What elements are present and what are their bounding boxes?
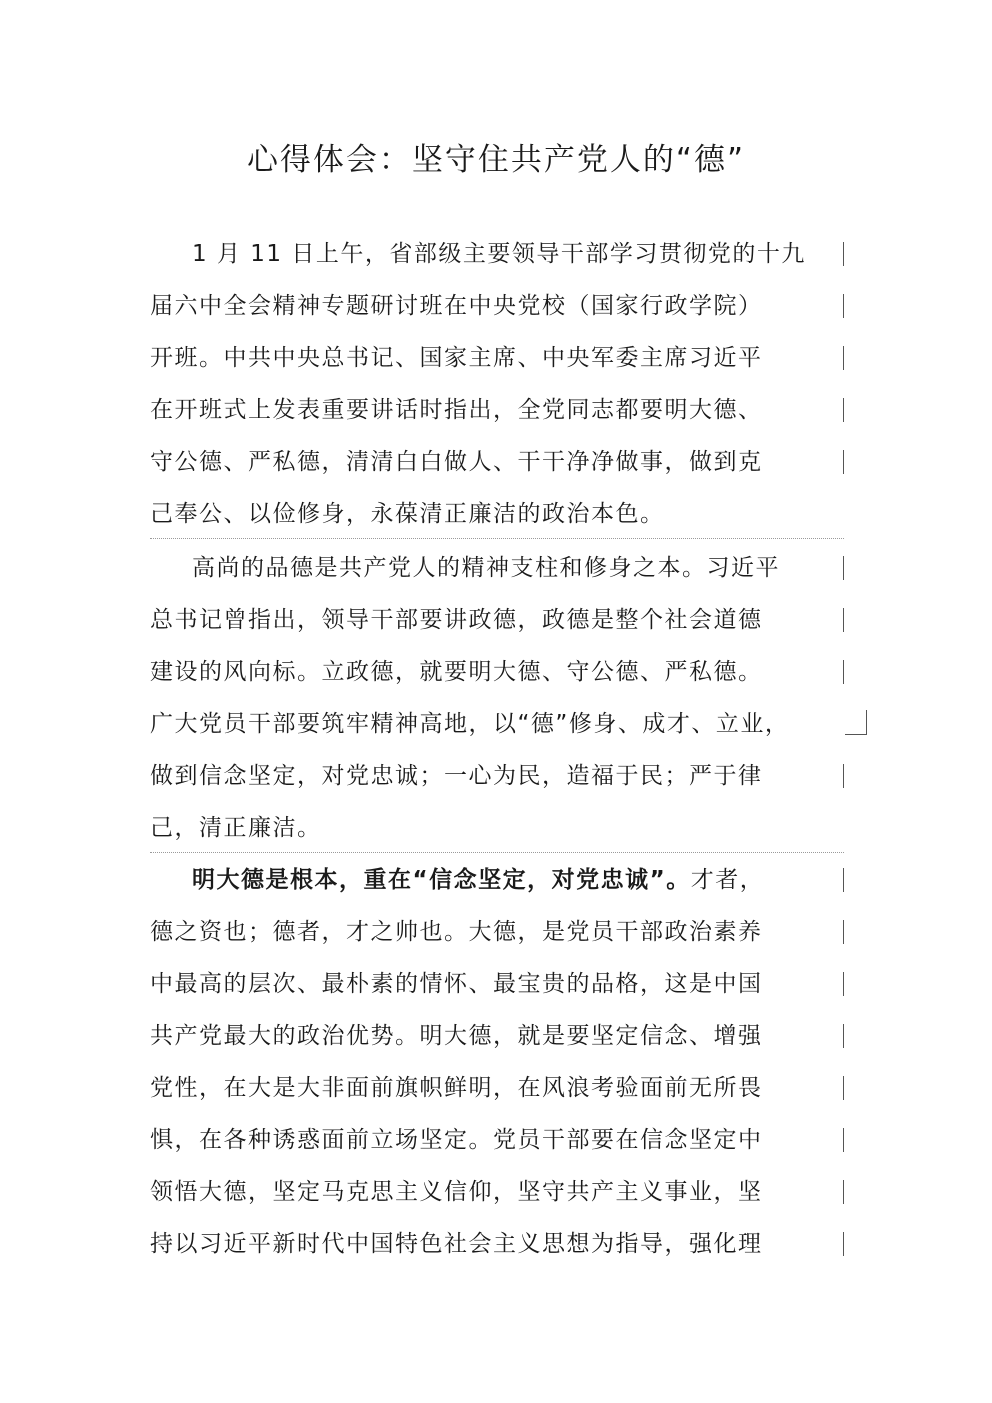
margin-mark [843, 294, 844, 318]
margin-mark [843, 242, 844, 266]
paragraph-line: 领悟大德，坚定马克思主义信仰，坚守共产主义事业，坚 [150, 1179, 763, 1205]
margin-mark [843, 450, 844, 474]
paragraph-line: 持以习近平新时代中国特色社会主义思想为指导，强化理 [150, 1231, 763, 1257]
margin-mark [843, 660, 844, 684]
paragraph-line: 广大党员干部要筑牢精神高地，以“德”修身、成才、立业， [150, 711, 790, 737]
margin-hook [845, 734, 867, 735]
paragraph-line: 德之资也；德者，才之帅也。大德，是党员干部政治素养 [150, 919, 763, 945]
paragraph-line: 惧，在各种诱惑面前立场坚定。党员干部要在信念坚定中 [150, 1127, 763, 1153]
paragraph-line [150, 854, 850, 906]
paragraph-line: 建设的风向标。立政德，就要明大德、守公德、严私德。 [150, 659, 763, 685]
margin-mark [843, 1128, 844, 1152]
margin-mark [843, 398, 844, 422]
document-title: 心得体会：坚守住共产党人的“德” [246, 142, 746, 178]
margin-mark [843, 972, 844, 996]
paragraph-line: 守公德、严私德，清清白白做人、干干净净做事，做到克 [150, 449, 763, 475]
margin-mark [843, 764, 844, 788]
paragraph-line: 开班。中共中央总书记、国家主席、中央军委主席习近平 [150, 345, 763, 371]
paragraph-line: 己，清正廉洁。 [150, 815, 322, 841]
paragraph-3 [150, 854, 850, 1270]
margin-mark [843, 1024, 844, 1048]
paragraph-line: 共产党最大的政治优势。明大德，就是要坚定信念、增强 [150, 1023, 763, 1049]
paragraph-line: 高尚的品德是共产党人的精神支柱和修身之本。习近平 [192, 555, 780, 581]
paragraph-divider [150, 852, 844, 853]
margin-mark [866, 710, 867, 734]
paragraph-divider [150, 538, 844, 539]
paragraph-line: 总书记曾指出，领导干部要讲政德，政德是整个社会道德 [150, 607, 763, 633]
paragraph-line: 1 月 11 日上午，省部级主要领导干部学习贯彻党的十九 [192, 241, 806, 267]
paragraph-line: 在开班式上发表重要讲话时指出，全党同志都要明大德、 [150, 397, 763, 423]
margin-mark [843, 868, 844, 892]
paragraph-line: 党性，在大是大非面前旗帜鲜明，在风浪考验面前无所畏 [150, 1075, 763, 1101]
margin-mark [843, 1180, 844, 1204]
paragraph-line: 届六中全会精神专题研讨班在中央党校（国家行政学院） [150, 293, 763, 319]
margin-mark [843, 556, 844, 580]
paragraph-line: 做到信念坚定，对党忠诚；一心为民，造福于民；严于律 [150, 763, 763, 789]
margin-mark [843, 920, 844, 944]
margin-mark [843, 1076, 844, 1100]
paragraph-line: 中最高的层次、最朴素的情怀、最宝贵的品格，这是中国 [150, 971, 763, 997]
paragraph-2 [150, 542, 850, 854]
margin-mark [843, 346, 844, 370]
margin-mark [843, 1232, 844, 1256]
paragraph-line: 己奉公、以俭修身，永葆清正廉洁的政治本色。 [150, 501, 665, 527]
lead-rest-text: 才者， [690, 867, 765, 893]
bold-lead-text: 明大德是根本，重在“信念坚定，对党忠诚”。 [192, 867, 691, 893]
paragraph-1 [150, 228, 850, 540]
margin-mark [843, 608, 844, 632]
